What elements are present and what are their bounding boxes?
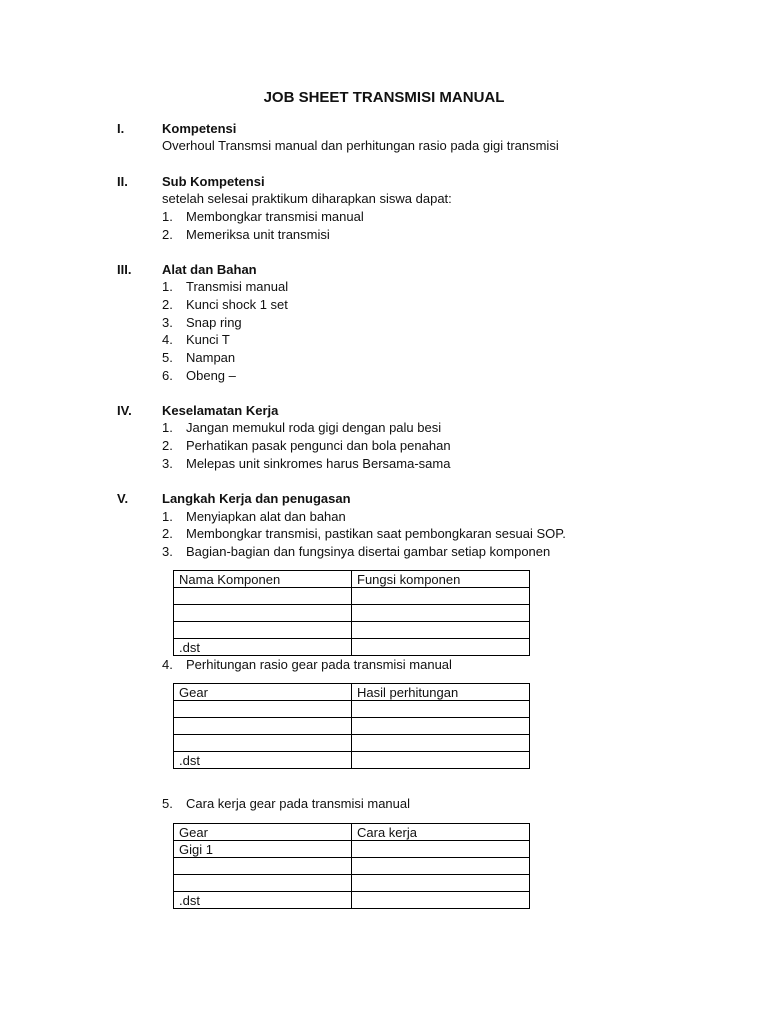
table-row — [174, 622, 530, 639]
table-cell — [174, 875, 352, 892]
list-item: Transmisi manual — [186, 279, 289, 294]
table-cell — [174, 622, 352, 639]
section-text: Overhoul Transmsi manual dan perhitungan rasio pada gigi transmisi — [162, 138, 559, 153]
section-intro: setelah selesai praktikum diharapkan siswa dapat: — [162, 191, 452, 206]
section-number: I. — [117, 121, 125, 136]
section-heading: Alat dan Bahan — [162, 262, 257, 277]
table-cell — [352, 701, 530, 718]
list-item: Memeriksa unit transmisi — [186, 227, 330, 242]
list-item: Perhitungan rasio gear pada transmisi manual — [186, 657, 452, 672]
table-row — [174, 701, 530, 718]
table-cell: .dst — [174, 639, 352, 656]
section-number: III. — [117, 262, 132, 277]
table-cell: Cara kerja — [352, 824, 530, 841]
table-cell — [352, 639, 530, 656]
table-cell — [174, 588, 352, 605]
list-item: Membongkar transmisi manual — [186, 209, 364, 224]
list-marker: 5. — [162, 350, 173, 365]
rasio-gear-table — [173, 683, 530, 769]
table-cell — [352, 875, 530, 892]
list-item: Kunci shock 1 set — [186, 297, 288, 312]
table-row — [174, 735, 530, 752]
table-cell — [352, 718, 530, 735]
table-cell — [352, 841, 530, 858]
table-cell — [352, 622, 530, 639]
list-marker: 4. — [162, 657, 173, 672]
cara-kerja-table — [173, 823, 530, 909]
table-row — [174, 824, 530, 841]
table-cell: .dst — [174, 892, 352, 909]
table-row — [174, 875, 530, 892]
table-cell — [352, 588, 530, 605]
section-number: V. — [117, 491, 129, 506]
list-marker: 5. — [162, 796, 173, 811]
table-cell: Nama Komponen — [174, 571, 352, 588]
list-item: Obeng – — [186, 368, 236, 383]
table-cell: Gear — [174, 824, 352, 841]
table-cell: Fungsi komponen — [352, 571, 530, 588]
table-row — [174, 605, 530, 622]
list-marker: 1. — [162, 209, 173, 224]
table-cell: Gigi 1 — [174, 841, 352, 858]
list-item: Membongkar transmisi, pastikan saat pembongkaran sesuai SOP. — [186, 526, 566, 541]
list-marker: 2. — [162, 526, 173, 541]
table-cell — [174, 718, 352, 735]
table-cell: Hasil perhitungan — [352, 684, 530, 701]
list-marker: 2. — [162, 297, 173, 312]
list-marker: 6. — [162, 368, 173, 383]
list-marker: 1. — [162, 279, 173, 294]
table-cell — [352, 858, 530, 875]
table-cell: .dst — [174, 752, 352, 769]
list-item: Melepas unit sinkromes harus Bersama-sama — [186, 456, 451, 471]
list-item: Menyiapkan alat dan bahan — [186, 509, 346, 524]
table-cell — [174, 605, 352, 622]
list-item: Kunci T — [186, 332, 230, 347]
document-title: JOB SHEET TRANSMISI MANUAL — [263, 89, 505, 106]
table-row — [174, 892, 530, 909]
table-row — [174, 718, 530, 735]
table-cell — [352, 752, 530, 769]
list-marker: 3. — [162, 315, 173, 330]
table-row — [174, 571, 530, 588]
section-heading: Langkah Kerja dan penugasan — [162, 491, 351, 506]
list-marker: 2. — [162, 227, 173, 242]
table-row — [174, 752, 530, 769]
section-number: II. — [117, 174, 128, 189]
list-marker: 4. — [162, 332, 173, 347]
list-item: Snap ring — [186, 315, 242, 330]
list-item: Perhatikan pasak pengunci dan bola penahan — [186, 438, 451, 453]
list-item: Jangan memukul roda gigi dengan palu besi — [186, 420, 442, 435]
table-row — [174, 841, 530, 858]
list-marker: 2. — [162, 438, 173, 453]
list-item: Bagian-bagian dan fungsinya disertai gambar setiap komponen — [186, 544, 551, 559]
list-marker: 1. — [162, 420, 173, 435]
table-row — [174, 684, 530, 701]
table-row — [174, 858, 530, 875]
list-item: Cara kerja gear pada transmisi manual — [186, 796, 410, 811]
table-cell — [174, 701, 352, 718]
table-cell — [352, 605, 530, 622]
komponen-table — [173, 570, 530, 656]
section-heading: Sub Kompetensi — [162, 174, 265, 189]
table-cell — [352, 892, 530, 909]
table-cell — [174, 735, 352, 752]
section-number: IV. — [117, 403, 132, 418]
table-cell — [174, 858, 352, 875]
list-marker: 3. — [162, 544, 173, 559]
table-row — [174, 639, 530, 656]
list-marker: 1. — [162, 509, 173, 524]
table-cell — [352, 735, 530, 752]
list-item: Nampan — [186, 350, 236, 365]
list-marker: 3. — [162, 456, 173, 471]
table-row — [174, 588, 530, 605]
table-cell: Gear — [174, 684, 352, 701]
section-heading: Kompetensi — [162, 121, 237, 136]
section-heading: Keselamatan Kerja — [162, 403, 279, 418]
